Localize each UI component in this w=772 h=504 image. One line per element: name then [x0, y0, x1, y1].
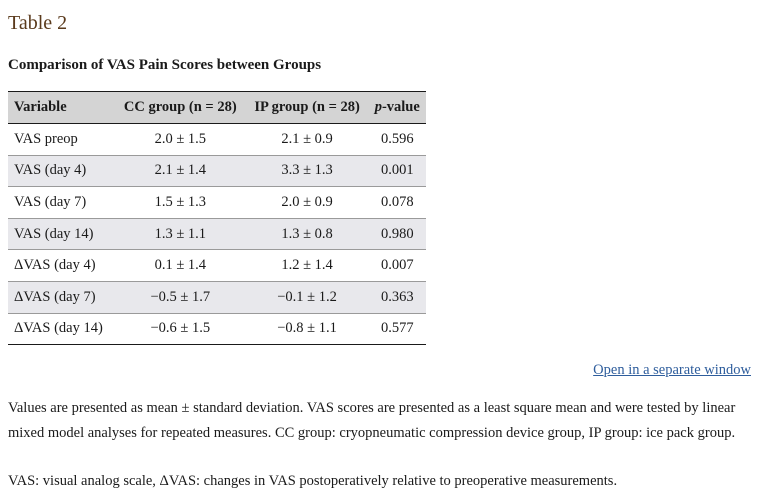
cell-cc: 1.5 ± 1.3	[115, 187, 246, 219]
header-ip-group: IP group (n = 28)	[246, 92, 369, 124]
cell-cc: 2.1 ± 1.4	[115, 155, 246, 187]
cell-p: 0.577	[369, 313, 427, 345]
cell-variable: ΔVAS (day 14)	[8, 313, 115, 345]
cell-ip: 2.0 ± 0.9	[246, 187, 369, 219]
cell-p: 0.980	[369, 218, 427, 250]
table-header	[8, 92, 426, 124]
header-cc-group: CC group (n = 28)	[115, 92, 246, 124]
cell-p: 0.001	[369, 155, 427, 187]
cell-p: 0.007	[369, 250, 427, 282]
table-row	[8, 218, 426, 250]
cell-cc: −0.5 ± 1.7	[115, 281, 246, 313]
cell-variable: VAS (day 4)	[8, 155, 115, 187]
table-row	[8, 250, 426, 282]
header-variable: Variable	[8, 92, 115, 124]
header-p-value	[369, 92, 427, 124]
cell-ip: 1.3 ± 0.8	[246, 218, 369, 250]
cell-variable: ΔVAS (day 7)	[8, 281, 115, 313]
table-row	[8, 155, 426, 187]
cell-variable: VAS (day 7)	[8, 187, 115, 219]
footnote-abbreviations: VAS: visual analog scale, ΔVAS: changes in VAS postoperatively relative to preoperative measurements.	[8, 473, 618, 489]
table-row	[8, 313, 426, 345]
cell-p: 0.596	[369, 124, 427, 156]
table-body	[8, 124, 426, 345]
cell-variable: VAS (day 14)	[8, 218, 115, 250]
cell-ip: 3.3 ± 1.3	[246, 155, 369, 187]
cell-p: 0.078	[369, 187, 427, 219]
cell-ip: −0.8 ± 1.1	[246, 313, 369, 345]
header-row	[8, 92, 426, 124]
table-row	[8, 187, 426, 219]
cell-cc: 2.0 ± 1.5	[115, 124, 246, 156]
cell-ip: 2.1 ± 0.9	[246, 124, 369, 156]
vas-comparison-table	[8, 91, 426, 345]
open-in-separate-window-link[interactable]: Open in a separate window	[593, 362, 751, 378]
table-label: Table 2	[8, 12, 68, 34]
table-row	[8, 281, 426, 313]
cell-ip: 1.2 ± 1.4	[246, 250, 369, 282]
table-row	[8, 124, 426, 156]
cell-p: 0.363	[369, 281, 427, 313]
footnote-values: Values are presented as mean ± standard deviation. VAS scores are presented as a least square mean and were tested by linear mixed model analyses for repeated measures. CC group: cryopneumatic compression device group, IP group: ice pack group.	[8, 400, 736, 441]
cell-variable: VAS preop	[8, 124, 115, 156]
header-p-suffix: -value	[381, 99, 420, 115]
cell-ip: −0.1 ± 1.2	[246, 281, 369, 313]
cell-variable: ΔVAS (day 4)	[8, 250, 115, 282]
cell-cc: 0.1 ± 1.4	[115, 250, 246, 282]
cell-cc: 1.3 ± 1.1	[115, 218, 246, 250]
header-p-letter: p	[374, 99, 382, 115]
cell-cc: −0.6 ± 1.5	[115, 313, 246, 345]
table-caption: Comparison of VAS Pain Scores between Groups	[8, 57, 322, 73]
